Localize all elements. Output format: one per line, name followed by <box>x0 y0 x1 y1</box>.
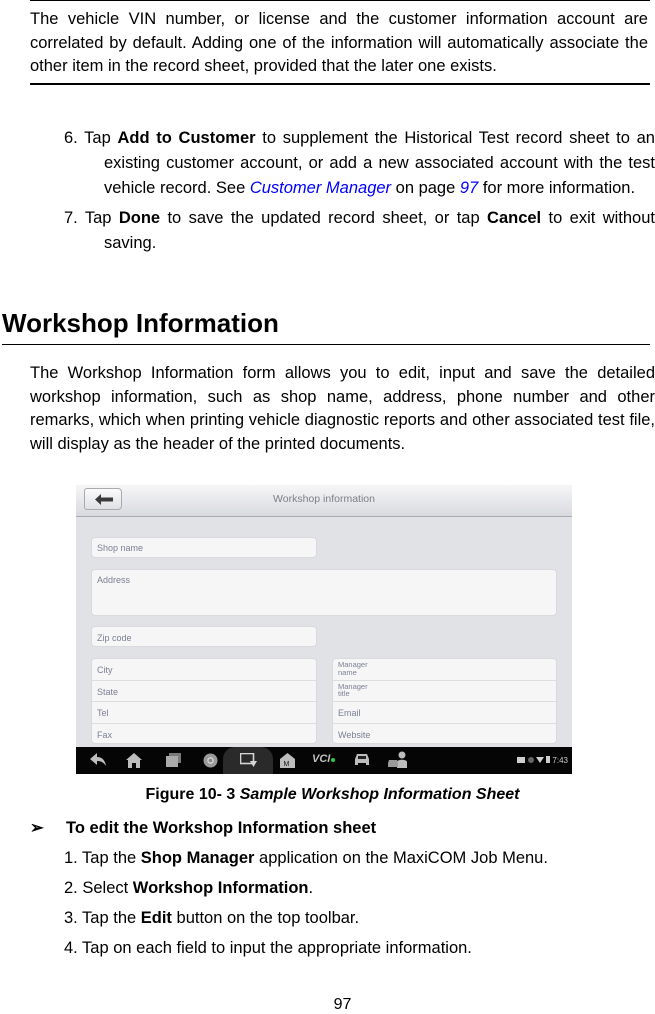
manager-name-field[interactable] <box>333 659 556 681</box>
step-text: for more information. <box>478 179 636 197</box>
vci-icon[interactable]: VCI <box>312 753 335 765</box>
status-time: 7:43 <box>552 756 568 765</box>
state-field[interactable] <box>92 681 316 703</box>
screen-header <box>76 485 572 517</box>
step-text: button on the top toolbar. <box>171 909 360 927</box>
home-icon[interactable] <box>126 753 142 768</box>
step-text: to save the updated record sheet, or tap <box>160 209 488 227</box>
svg-text:M: M <box>283 761 290 768</box>
procedure-step-1 <box>64 846 655 870</box>
manager-title-field[interactable] <box>333 681 556 703</box>
done-label: Done <box>118 209 161 227</box>
city-label: City <box>97 665 113 675</box>
android-navbar <box>76 747 572 774</box>
manager-title-label: Manager title <box>338 681 368 698</box>
sync-icon <box>528 757 534 763</box>
manager-name-label: Manager name <box>338 660 368 677</box>
state-label: State <box>97 686 119 697</box>
city-field[interactable] <box>92 659 316 681</box>
figure-label: Figure 10- 3 <box>145 786 240 803</box>
page-97-link[interactable]: 97 <box>459 179 479 197</box>
step-text: to supplement the Historical Test record sheet to an existing customer account, or add a new associated account with the test vehicle record. See <box>104 129 655 197</box>
workshop-info-screenshot <box>76 485 572 774</box>
email-label: Email <box>338 708 361 718</box>
car-icon[interactable] <box>354 753 370 767</box>
customer-manager-link[interactable]: Customer Manager <box>249 179 392 197</box>
cancel-label: Cancel <box>487 209 542 227</box>
note-box <box>30 0 650 85</box>
tel-field[interactable] <box>92 702 316 724</box>
note-text: The vehicle VIN number, or license and the customer information account are correlated by default. Adding one of the information will automatically associate the other item in the record sheet, provided that the later one exists. <box>30 10 648 75</box>
step-text: 1. Tap the <box>64 849 141 867</box>
vci-status-dot <box>331 758 335 762</box>
step-text: 4. Tap on each field to input the appropriate information. <box>64 939 472 957</box>
step-text: 3. Tap the <box>64 909 141 927</box>
procedure-heading <box>30 818 376 838</box>
add-to-customer-label: Add to Customer <box>117 129 256 147</box>
chrome-icon[interactable] <box>203 753 218 768</box>
email-field[interactable] <box>333 702 556 724</box>
zip-code-placeholder: Zip code <box>97 633 132 643</box>
procedure-step-3 <box>64 906 655 930</box>
contact-group-left <box>91 658 317 744</box>
website-field[interactable] <box>333 724 556 746</box>
figure-title: Sample Workshop Information Sheet <box>239 786 520 803</box>
contact-group-right <box>332 658 557 744</box>
shop-manager-label: Shop Manager <box>140 849 255 867</box>
step-number: 6. Tap <box>64 129 118 147</box>
step-text: to exit without saving. <box>104 209 655 252</box>
battery-icon <box>546 756 550 763</box>
recent-apps-icon[interactable] <box>166 753 181 767</box>
fax-field[interactable] <box>92 724 316 746</box>
arrow-bullet-icon: ➢ <box>30 819 44 837</box>
screenshot-icon[interactable] <box>240 753 258 768</box>
screen-title: Workshop information <box>273 493 375 505</box>
shop-name-field[interactable] <box>91 537 317 558</box>
section-intro: The Workshop Information form allows you to edit, input and save the detailed workshop information, such as shop name, address, phone number and other remarks, which when printing vehicle diagnostic reports and other associated test file, will display as the header of the printed documents. <box>30 364 655 453</box>
procedure-steps <box>64 846 655 966</box>
address-placeholder: Address <box>97 575 131 585</box>
status-bar <box>517 756 568 765</box>
step-text: application on the MaxiCOM Job Menu. <box>254 849 548 867</box>
steps-list-top <box>64 126 655 261</box>
shop-manager-icon[interactable] <box>388 751 408 768</box>
procedure-step-2 <box>64 876 655 900</box>
fax-label: Fax <box>97 729 113 740</box>
step-number: 7. Tap <box>64 209 119 227</box>
step-text: . <box>308 879 314 897</box>
step-6 <box>64 126 655 201</box>
edit-label: Edit <box>140 909 172 927</box>
section-title: Workshop Information <box>2 306 650 345</box>
tel-label: Tel <box>97 708 109 718</box>
procedure-title: To edit the Workshop Information sheet <box>66 819 377 837</box>
shop-name-placeholder: Shop name <box>97 543 144 553</box>
step-7 <box>64 206 655 256</box>
notification-icon <box>517 757 525 763</box>
step-text: on page <box>391 179 460 197</box>
back-icon[interactable] <box>90 753 106 767</box>
website-label: Website <box>338 729 371 740</box>
wifi-icon <box>536 757 544 763</box>
workshop-information-label: Workshop Information <box>132 879 309 897</box>
address-field[interactable] <box>91 569 557 616</box>
maxifix-icon[interactable] <box>280 753 295 768</box>
step-text: 2. Select <box>64 879 133 897</box>
figure-caption <box>0 786 655 804</box>
procedure-step-4 <box>64 936 655 960</box>
page-number: 97 <box>333 996 352 1013</box>
zip-code-field[interactable] <box>91 626 317 647</box>
